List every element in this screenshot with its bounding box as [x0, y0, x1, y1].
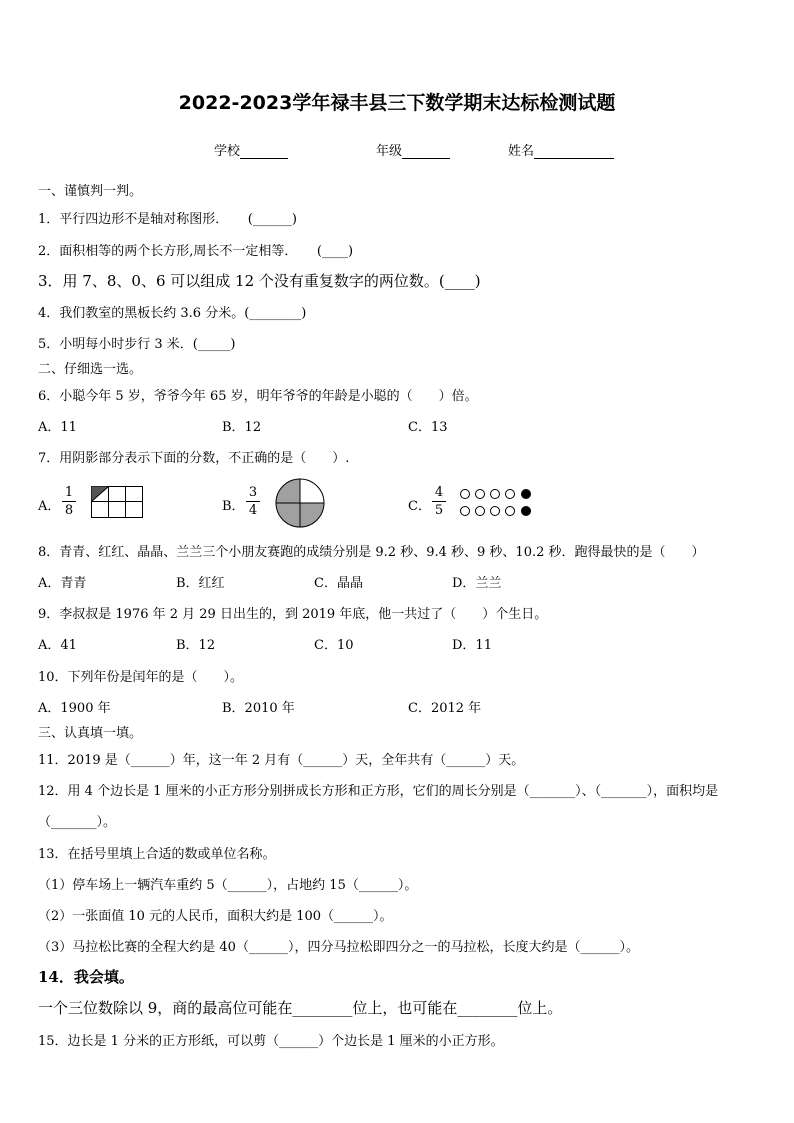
option-q9-b: B．12 — [176, 638, 216, 653]
option-q8-d: D．兰兰 — [452, 576, 502, 591]
name-label: 姓名 — [508, 144, 535, 159]
fraction-denominator: 8 — [64, 503, 74, 518]
option-q10-c: C．2012 年 — [408, 701, 482, 716]
fraction-denominator: 4 — [248, 503, 258, 518]
fraction-denominator: 5 — [434, 503, 444, 518]
option-q10-a: A．1900 年 — [38, 701, 111, 716]
option-q9-a: A．41 — [38, 638, 77, 653]
fraction-four-fifths — [432, 484, 446, 519]
question-13: 13．在括号里填上合适的数或单位名称。 — [38, 847, 276, 862]
question-8: 8．青青、红红、晶晶、兰兰三个小朋友赛跑的成绩分别是 9.2 秒、9.4 秒、9 秒、10.2 秒．跑得最快的是（ ） — [38, 545, 705, 560]
question-15: 15．边长是 1 分米的正方形纸，可以剪（______）个边长是 1 厘米的小正方形。 — [38, 1034, 504, 1049]
grade-label: 年级 — [376, 144, 403, 159]
question-13-part-1: （1）停车场上一辆汽车重约 5（______），占地约 15（______）。 — [38, 878, 418, 893]
section-heading-3: 三、认真填一填。 — [38, 726, 143, 741]
question-1: 1．平行四边形不是轴对称图形． (______) — [38, 212, 297, 227]
fraction-numerator: 1 — [62, 484, 76, 502]
name-field — [508, 140, 614, 159]
fraction-numerator: 3 — [246, 484, 260, 502]
rectangle-eighths-figure — [91, 486, 143, 518]
grade-blank — [402, 144, 450, 159]
circle-quarters-figure — [275, 478, 325, 528]
section-heading-2: 二、仔细选一选。 — [38, 362, 143, 377]
option-q6-a: A．11 — [38, 420, 77, 435]
question-13-part-3: （3）马拉松比赛的全程大约是 40（______），四分马拉松即四分之一的马拉松，长度大约是（______）。 — [38, 940, 639, 955]
option-q10-b: B．2010 年 — [222, 701, 295, 716]
page-title: 2022-2023学年禄丰县三下数学期末达标检测试题 — [178, 92, 616, 114]
option-q9-c: C．10 — [314, 638, 354, 653]
question-12-continued: （_______）。 — [38, 815, 117, 830]
fraction-numerator: 4 — [432, 484, 446, 502]
option-q7-a-label: A． — [38, 499, 61, 514]
fraction-three-quarters — [246, 484, 260, 519]
option-q8-c: C．晶晶 — [314, 576, 363, 591]
school-label: 学校 — [214, 144, 241, 159]
name-blank — [534, 144, 614, 159]
question-12: 12．用 4 个边长是 1 厘米的小正方形分别拼成长方形和正方形，它们的周长分别是（_______）、（_______），面积均是 — [38, 784, 719, 799]
question-5: 5．小明每小时步行 3 米．(_____) — [38, 337, 236, 352]
grade-field — [376, 140, 450, 159]
option-q6-c: C．13 — [408, 420, 448, 435]
question-3: 3．用 7、8、0、6 可以组成 12 个没有重复数字的两位数。(____) — [38, 272, 481, 290]
question-4: 4．我们教室的黑板长约 3.6 分米。(________) — [38, 306, 307, 321]
section-heading-1: 一、谨慎判一判。 — [38, 184, 143, 199]
question-6: 6．小聪今年 5 岁，爷爷今年 65 岁，明年爷爷的年龄是小聪的（ ）倍。 — [38, 389, 478, 404]
option-q7-c-label: C． — [408, 499, 431, 514]
question-10: 10．下列年份是闰年的是（ ）。 — [38, 670, 244, 685]
question-14-body: 一个三位数除以 9，商的最高位可能在________位上，也可能在________位上。 — [38, 999, 563, 1017]
question-2: 2．面积相等的两个长方形,周长不一定相等． (____) — [38, 244, 354, 259]
question-9: 9．李叔叔是 1976 年 2 月 29 日出生的，到 2019 年底，他一共过了（ ）个生日。 — [38, 607, 548, 622]
question-11: 11．2019 是（______）年，这一年 2 月有（______）天，全年共有（______）天。 — [38, 753, 525, 768]
option-q8-a: A．青青 — [38, 576, 87, 591]
option-q9-d: D．11 — [452, 638, 492, 653]
question-13-part-2: （2）一张面值 10 元的人民币，面积大约是 100（______）。 — [38, 909, 393, 924]
option-q8-b: B．红红 — [176, 576, 225, 591]
school-blank — [240, 144, 288, 159]
option-q6-b: B．12 — [222, 420, 262, 435]
question-7: 7．用阴影部分表示下面的分数，不正确的是（ ）. — [38, 451, 350, 466]
question-14: 14．我会填。 — [38, 968, 134, 986]
fraction-one-eighth — [62, 484, 76, 519]
dots-figure — [460, 487, 534, 519]
option-q7-b-label: B． — [222, 499, 245, 514]
school-field — [214, 140, 288, 159]
